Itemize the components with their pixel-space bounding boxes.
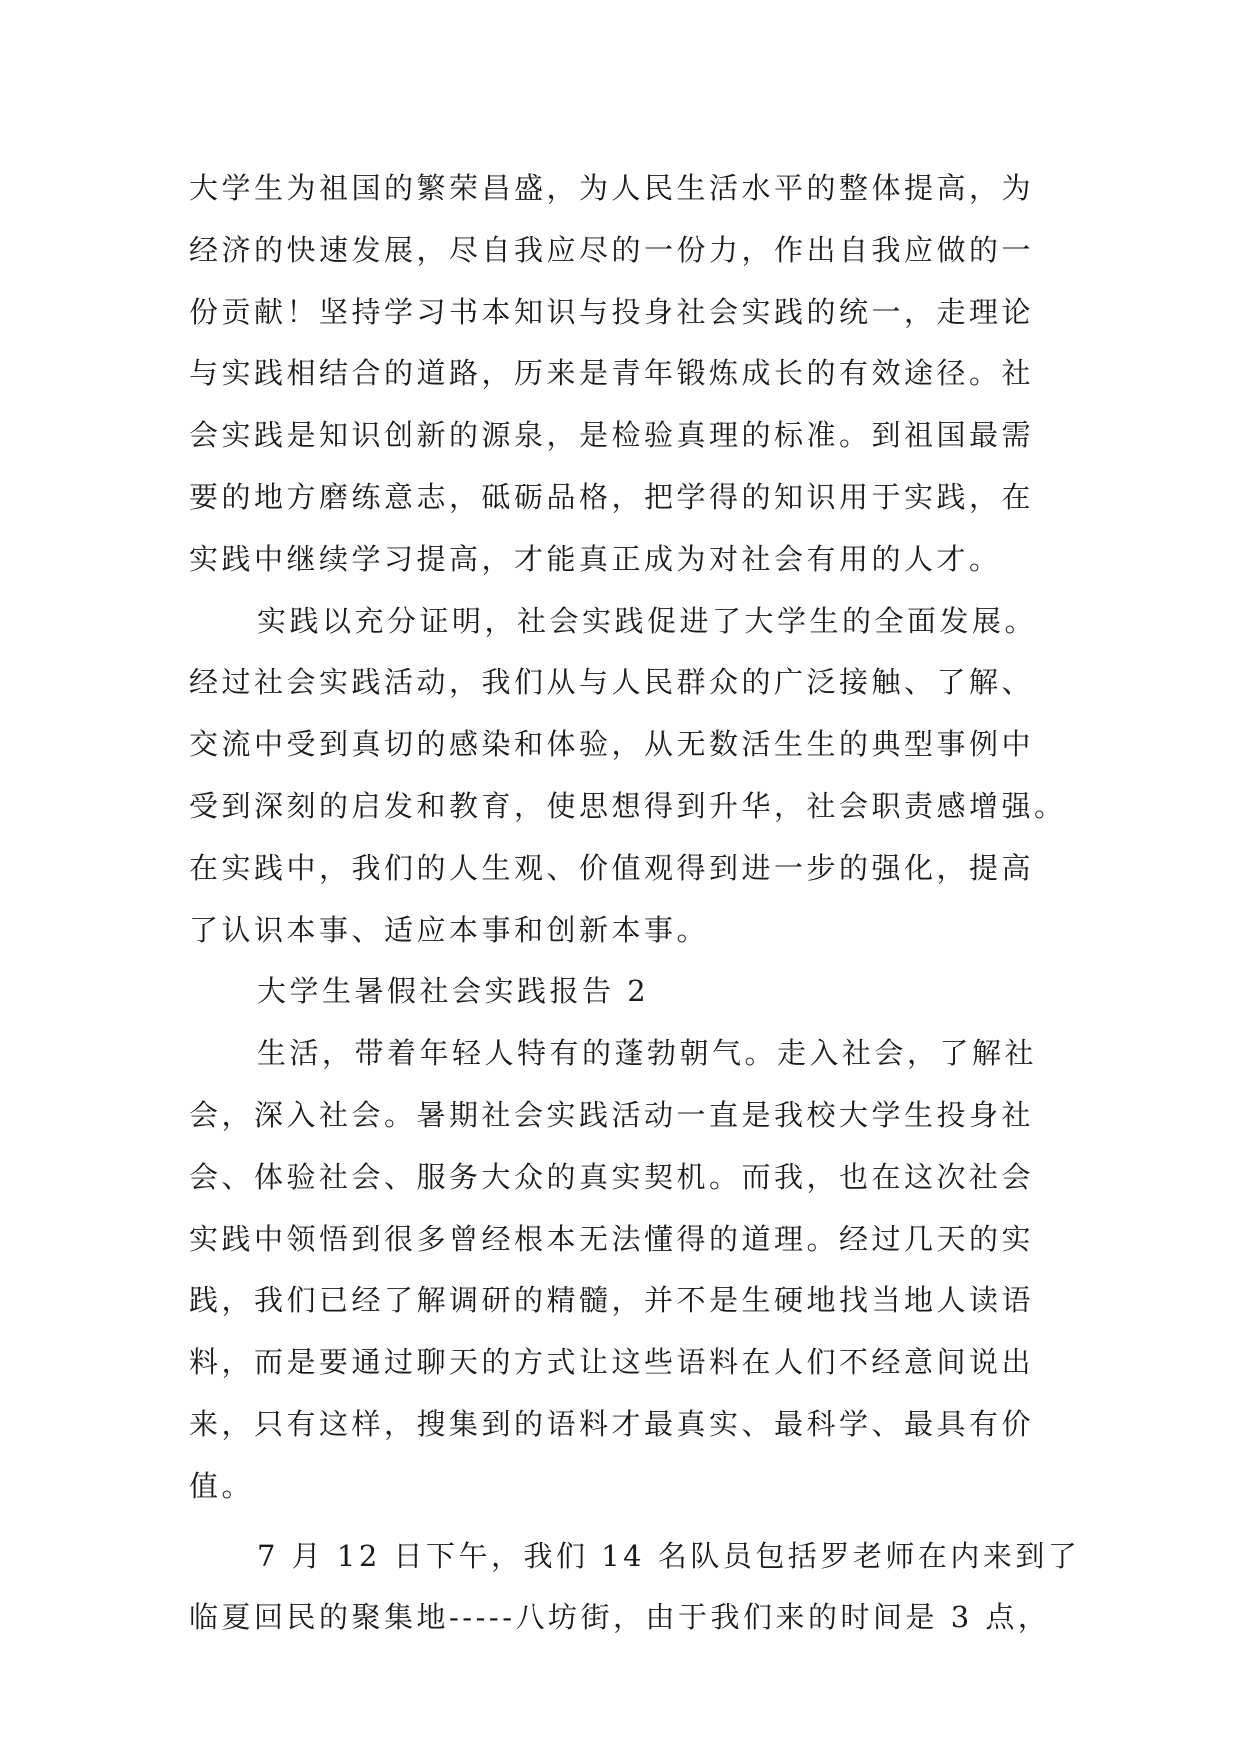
text-line: 交流中受到真切的感染和体验，从无数活生生的典型事例中	[189, 727, 1035, 762]
text-line: 在实践中，我们的人生观、价值观得到进一步的强化，提高	[189, 850, 1035, 885]
paragraph-3	[189, 1023, 1069, 1517]
heading-text: 大学生暑假社会实践报告 2	[257, 974, 650, 1009]
text-line: 临夏回民的聚集地-----八坊街，由于我们来的时间是 3 点，	[189, 1600, 1051, 1635]
text-line: 会、体验社会、服务大众的真实契机。而我，也在这次社会	[189, 1159, 1035, 1194]
paragraph-4	[189, 1526, 1081, 1650]
text-line: 料，而是要通过聊天的方式让这些语料在人们不经意间说出	[189, 1345, 1035, 1380]
paragraph-2	[189, 591, 1069, 962]
text-line: 实践中领悟到很多曾经根本无法懂得的道理。经过几天的实	[189, 1221, 1035, 1256]
text-line: 7 月 12 日下午，我们 14 名队员包括罗老师在内来到了	[257, 1538, 1081, 1573]
text-line: 实践中继续学习提高，才能真正成为对社会有用的人才。	[189, 541, 1002, 576]
text-line: 值。	[189, 1468, 255, 1503]
text-line: 实践以充分证明，社会实践促进了大学生的全面发展。	[257, 603, 1038, 638]
text-line: 经过社会实践活动，我们从与人民群众的广泛接触、了解、	[189, 665, 1035, 700]
text-line: 份贡献！坚持学习书本知识与投身社会实践的统一，走理论	[189, 294, 1035, 329]
text-line: 会，深入社会。暑期社会实践活动一直是我校大学生投身社	[189, 1097, 1035, 1132]
text-line: 大学生为祖国的繁荣昌盛，为人民生活水平的整体提高，为	[189, 171, 1035, 205]
section-heading	[189, 961, 1069, 1023]
text-line: 生活，带着年轻人特有的蓬勃朝气。走入社会，了解社	[257, 1036, 1038, 1071]
text-line: 了认识本事、适应本事和创新本事。	[189, 912, 710, 947]
document-body	[189, 158, 1081, 1649]
text-line: 经济的快速发展，尽自我应尽的一份力，作出自我应做的一	[189, 232, 1035, 267]
text-line: 来，只有这样，搜集到的语料才最真实、最科学、最具有价	[189, 1406, 1035, 1441]
text-line: 践，我们已经了解调研的精髓，并不是生硬地找当地人读语	[189, 1283, 1035, 1318]
text-line: 与实践相结合的道路，历来是青年锻炼成长的有效途径。社	[189, 356, 1035, 391]
text-line: 受到深刻的启发和教育，使思想得到升华，社会职责感增强。	[189, 788, 1067, 823]
text-line: 会实践是知识创新的源泉，是检验真理的标准。到祖国最需	[189, 418, 1035, 453]
text-line: 要的地方磨练意志，砥砺品格，把学得的知识用于实践，在	[189, 479, 1035, 514]
paragraph-1	[189, 158, 1069, 591]
